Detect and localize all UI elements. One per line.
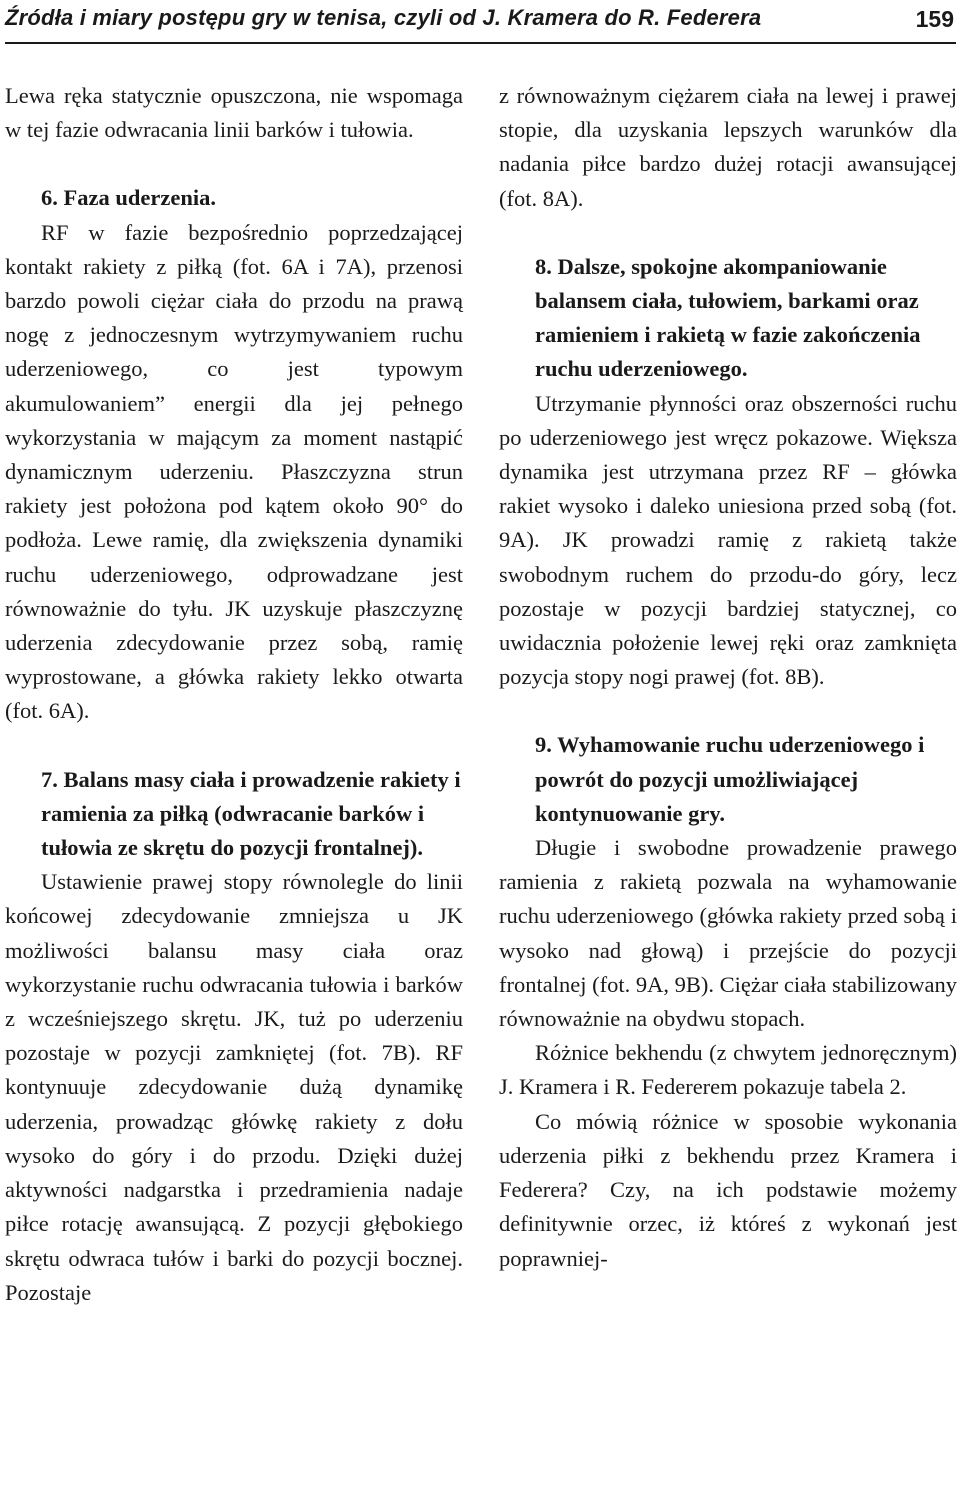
spacer — [499, 216, 957, 250]
right-column — [499, 79, 957, 1276]
paragraph-intro: Lewa ręka statycznie opuszczona, nie wspomaga w tej fazie odwracania linii barków i tułowia. — [5, 83, 463, 143]
paragraph-section-9c: Co mówią różnice w sposobie wykonania uderzenia piłki z bekhendu przez Kramera i Federera? Czy, na ich podstawie możemy definitywnie orzec, iż któreś z wykonań jest poprawniej- — [499, 1108, 957, 1271]
running-header-title: Źródła i miary postępu gry w tenisa, czyli od J. Kramera do R. Federera — [5, 5, 762, 30]
spacer — [499, 694, 957, 728]
paragraph-section-9b: Różnice bekhendu (z chwytem jednoręcznym) J. Kramera i R. Federerem pokazuje tabela 2. — [499, 1040, 957, 1100]
paragraph-section-6: RF w fazie bezpośrednio poprzedzającej kontakt rakiety z piłką (fot. 6A i 7A), przenosi barzdo powoli ciężar ciała do przodu na prawą nogę z jednoczesnym wytrzymywaniem ruchu uderzeniowego, co jest typowym akumulowaniem” energii dla jej pełnego wykorzystania w mającym za moment nastąpić dynamicznym uderzeniu. Płaszczyzna strun rakiety jest położona pod kątem około 90° do podłoża. Lewe ramię, dla zwiększenia dynamiki ruchu uderzeniowego, odprowadzane jest równoważnie do tyłu. JK uzyskuje płaszczyznę uderzenia zdecydowanie przez sobą, ramię wyprostowane, a główka rakiety lekko otwarta (fot. 6A). — [5, 219, 463, 724]
page-number: 159 — [915, 6, 954, 32]
spacer — [5, 729, 463, 763]
paragraph-section-7: Ustawienie prawej stopy równolegle do linii końcowej zdecydowanie zmniejsza u JK możliwości balansu masy ciała oraz wykorzystanie ruchu odwracania tułowia i barków z wcześniejszego skrętu. JK, tuż po uderzeniu pozostaje w pozycji zamkniętej (fot. 7B). RF kontynuuje zdecydowanie dużą dynamikę uderzenia, prowadząc główkę rakiety z dołu wysoko do góry i do przodu. Dzięki dużej aktywności nadgarstka i przedramienia nadaje piłce rotację awansującą. Z pozycji głębokiego skrętu odwraca tułów i barki do pozycji bocznej. Pozostaje — [5, 869, 463, 1305]
section-heading-8: 8. Dalsze, spokojne akompaniowanie balansem ciała, tułowiem, barkami oraz ramieniem i rakietą w fazie zakończenia ruchu uderzeniowego. — [535, 253, 921, 382]
left-column — [5, 79, 463, 1310]
paragraph-section-8: Utrzymanie płynności oraz obszerności ruchu po uderzeniowego jest wręcz pokazowe. Większa dynamika jest utrzymana przez RF – główka rakiet wysoko i daleko uniesiona przed sobą (fot. 9A). JK prowadzi ramię z rakietą także swobodnym ruchem do przodu-do góry, lecz pozostaje w pozycji bardziej statycznej, co uwidacznia położenie lewej ręki oraz zamknięta pozycja stopy nogi prawej (fot. 8B). — [499, 390, 957, 690]
paragraph-continued: z równoważnym ciężarem ciała na lewej i prawej stopie, dla uzyskania lepszych warunków dla nadania piłce bardzo dużej rotacji awansującej (fot. 8A). — [499, 83, 957, 211]
running-header — [5, 4, 956, 44]
section-heading-9: 9. Wyhamowanie ruchu uderzeniowego i powrót do pozycji umożliwiającej kontynuowanie gry. — [535, 732, 925, 826]
paragraph-section-9a: Długie i swobodne prowadzenie prawego ramienia z rakietą pozwala na wyhamowanie ruchu uderzeniowego (główka rakiety przed sobą i wysoko nad głową) i przejście do pozycji frontalnej (fot. 9A, 9B). Ciężar ciała stabilizowany równoważnie na obydwu stopach. — [499, 835, 957, 1032]
section-heading-7: 7. Balans masy ciała i prowadzenie rakiety i ramienia za piłką (odwracanie barków i tułowia ze skrętu do pozycji frontalnej). — [41, 766, 461, 861]
section-heading-6: 6. Faza uderzenia. — [41, 185, 216, 211]
spacer — [5, 147, 463, 181]
